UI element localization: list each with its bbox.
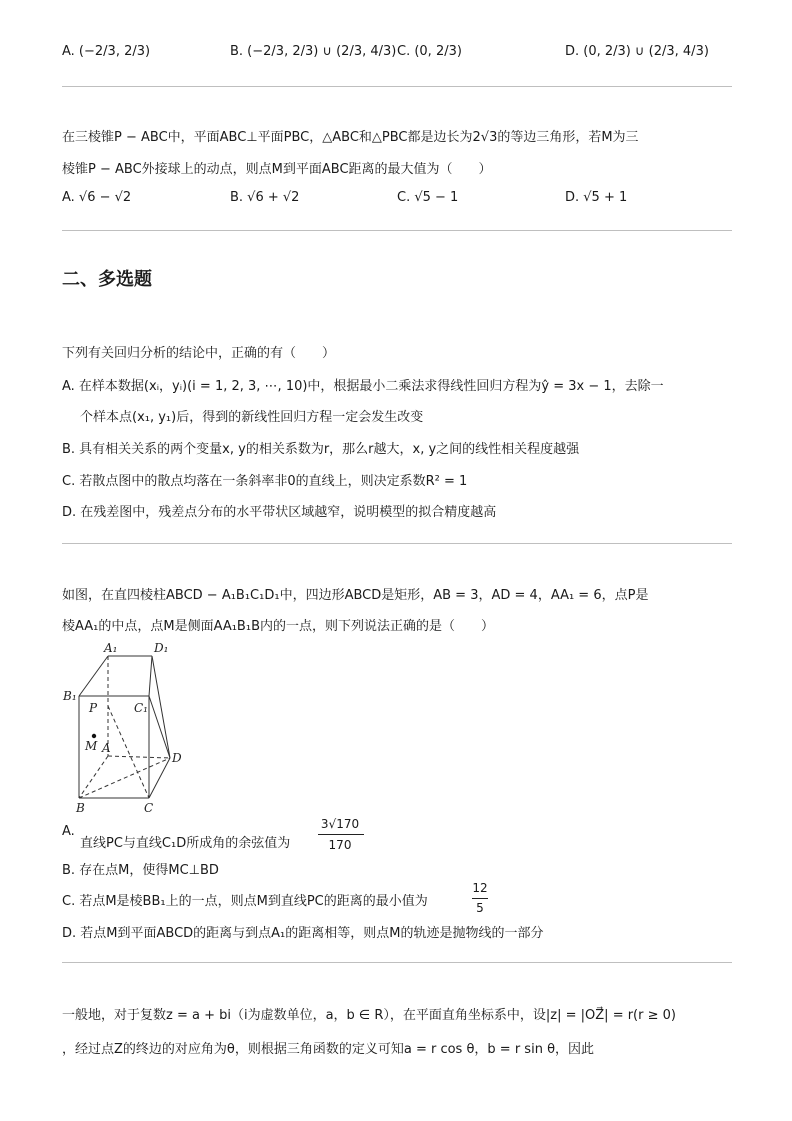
option-c-fraction-denominator: 5 bbox=[476, 901, 484, 915]
option-c-fraction-numerator: 12 bbox=[472, 881, 488, 895]
point-m-dot bbox=[92, 734, 96, 738]
option-d: D. 若点M到平面ABCD的距离与到点A₁的距离相等，则点M的轨迹是抛物线的一部分 bbox=[62, 926, 544, 941]
option-c: C. (0, 2/3) bbox=[397, 44, 462, 59]
section-heading: 二、多选题 bbox=[62, 269, 152, 290]
option-c: C. √5 − 1 bbox=[397, 190, 459, 205]
option-a: A. (−2/3, 2/3) bbox=[62, 44, 151, 59]
label-b: B bbox=[76, 801, 85, 815]
label-c1: C₁ bbox=[134, 701, 148, 715]
question-regression-stem: 下列有关回归分析的结论中，正确的有（ ） bbox=[62, 346, 336, 361]
paragraph-complex-line2: ，经过点Z的终边的对应角为θ，则根据三角函数的定义可知a = r cos θ，b = r sin θ，因此 bbox=[62, 1042, 595, 1057]
label-m: M bbox=[85, 739, 98, 753]
label-b1: B₁ bbox=[63, 689, 77, 703]
label-p: P bbox=[89, 701, 98, 715]
option-b: B. 存在点M，使得MC⊥BD bbox=[62, 863, 219, 878]
question-prism-line2: 棱AA₁的中点，点M是侧面AA₁B₁B内的一点，则下列说法正确的是（ ） bbox=[62, 619, 494, 634]
label-d1: D₁ bbox=[154, 641, 169, 655]
prism-figure bbox=[60, 640, 190, 820]
option-d: D. 在残差图中，残差点分布的水平带状区域越窄，说明模型的拟合精度越高 bbox=[62, 505, 497, 520]
option-a-prefix: A. bbox=[62, 824, 75, 839]
option-c-text: C. 若点M是棱BB₁上的一点，则点M到直线PC的距离的最小值为 bbox=[62, 894, 428, 909]
option-a-line1: A. 在样本数据(xᵢ，yᵢ)(i = 1, 2, 3, ⋯, 10)中，根据最小二乘法求得线性回归方程为ŷ = 3x − 1，去除一 bbox=[62, 379, 664, 394]
option-d: D. √5 + 1 bbox=[565, 190, 628, 205]
divider bbox=[62, 543, 732, 544]
divider bbox=[62, 230, 732, 231]
paragraph-complex-line1: 一般地，对于复数z = a + bi（i为虚数单位，a，b ∈ R），在平面直角坐标系中，设|z| = |OZ⃗| = r(r ≥ 0) bbox=[62, 1008, 676, 1023]
divider bbox=[62, 962, 732, 963]
label-a1: A₁ bbox=[104, 641, 118, 655]
question-prism-line1: 如图，在直四棱柱ABCD − A₁B₁C₁D₁中，四边形ABCD是矩形，AB = 3，AD = 4，AA₁ = 6，点P是 bbox=[62, 588, 649, 603]
option-a-fraction-numerator: 3√170 bbox=[320, 817, 360, 831]
option-c-fraction-bar bbox=[472, 898, 488, 899]
option-a-fraction-denominator: 170 bbox=[328, 838, 352, 852]
option-b: B. (−2/3, 2/3) ∪ (2/3, 4/3) bbox=[230, 44, 397, 59]
question-pyramid-line2: 棱锥P − ABC外接球上的动点，则点M到平面ABC距离的最大值为（ ） bbox=[62, 162, 492, 177]
option-d: D. (0, 2/3) ∪ (2/3, 4/3) bbox=[565, 44, 709, 59]
label-d: D bbox=[172, 751, 182, 765]
option-a-line2: 个样本点(x₁, y₁)后，得到的新线性回归方程一定会发生改变 bbox=[80, 410, 424, 425]
option-a-text: 直线PC与直线C₁D所成角的余弦值为 bbox=[80, 836, 291, 851]
divider bbox=[62, 86, 732, 87]
question-pyramid-line1: 在三棱锥P − ABC中，平面ABC⊥平面PBC，△ABC和△PBC都是边长为2√3的等边三角形，若M为三 bbox=[62, 130, 639, 145]
option-a: A. √6 − √2 bbox=[62, 190, 132, 205]
option-c: C. 若散点图中的散点均落在一条斜率非0的直线上，则决定系数R² = 1 bbox=[62, 474, 468, 489]
option-b: B. √6 + √2 bbox=[230, 190, 300, 205]
option-b: B. 具有相关关系的两个变量x, y的相关系数为r，那么r越大，x, y之间的线性相关程度越强 bbox=[62, 442, 580, 457]
label-a: A bbox=[102, 741, 111, 755]
label-c: C bbox=[144, 801, 154, 815]
option-a-fraction-bar bbox=[318, 834, 364, 835]
